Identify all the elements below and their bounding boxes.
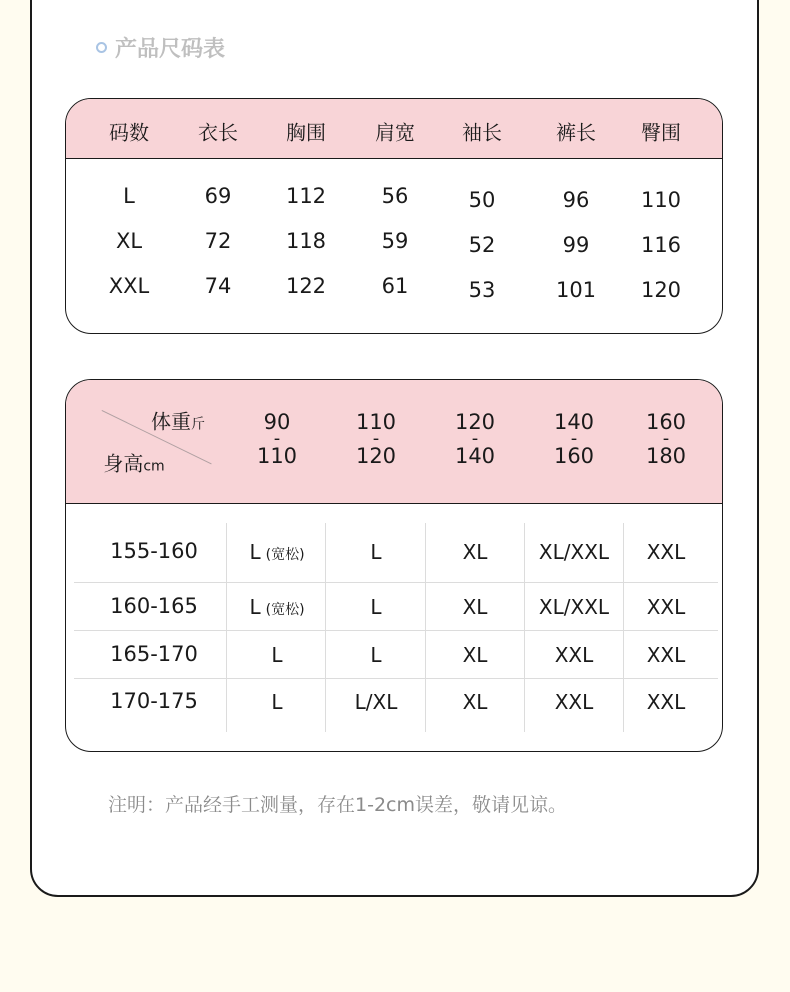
fit-size-value: XL: [462, 595, 488, 619]
fit-size-value: XXL: [646, 643, 686, 667]
column-divider: [623, 523, 624, 732]
size-table-cell: 112: [285, 184, 327, 208]
size-table-cell: 72: [204, 229, 232, 253]
size-table-cell: XXL: [108, 274, 150, 298]
column-divider: [226, 523, 227, 732]
fit-size-cell: [647, 540, 686, 564]
weight-range-to: 180: [645, 444, 687, 468]
size-table-cell: 120: [640, 278, 682, 302]
size-column-header: 肩宽: [375, 120, 415, 145]
size-table-cell: 118: [285, 229, 327, 253]
weight-range-to: 160: [553, 444, 595, 468]
weight-range-header: [257, 412, 297, 466]
size-table-cell: 61: [381, 274, 409, 298]
fit-size-note: (宽松): [265, 547, 305, 563]
fit-size-cell: [370, 595, 381, 619]
size-column-header: 袖长: [462, 120, 502, 145]
weight-range-from: 140: [553, 410, 595, 434]
fit-size-value: XXL: [554, 690, 594, 714]
size-table-cell: 56: [381, 184, 409, 208]
fit-size-value: XL: [462, 690, 488, 714]
fit-size-cell: [463, 540, 488, 564]
size-table-cell: 99: [562, 233, 590, 257]
bullet-dot-icon: [96, 42, 107, 53]
size-table-cell: 74: [204, 274, 232, 298]
weight-unit: 斤: [191, 416, 205, 433]
height-range-cell: 155-160: [110, 539, 198, 563]
weight-range-to: 140: [454, 444, 496, 468]
weight-range-header: [646, 412, 686, 466]
weight-range-separator: -: [662, 428, 670, 449]
size-table-cell: L: [123, 184, 135, 208]
fit-size-cell: [555, 643, 594, 667]
section-title-text: 产品尺码表: [115, 37, 226, 62]
height-unit: cm: [143, 458, 165, 475]
fit-size-note: (宽松): [265, 602, 305, 618]
fit-size-value: XXL: [646, 540, 686, 564]
fit-size-value: L: [370, 595, 382, 619]
weight-range-header: [356, 412, 396, 466]
weight-range-to: 120: [355, 444, 397, 468]
fit-size-value: XXL: [554, 643, 594, 667]
height-range-cell: 160-165: [110, 594, 198, 618]
fit-size-cell: [249, 540, 304, 564]
column-divider: [524, 523, 525, 732]
size-table-cell: 101: [555, 278, 597, 302]
fit-size-cell: [249, 595, 304, 619]
size-table-cell: 122: [285, 274, 327, 298]
fit-size-cell: [271, 643, 282, 667]
fit-size-value: XL: [462, 643, 488, 667]
size-table-cell: 53: [468, 278, 496, 302]
column-divider: [425, 523, 426, 732]
weight-range-to: 110: [256, 444, 298, 468]
fit-size-value: L: [249, 540, 261, 564]
size-column-header: 胸围: [286, 120, 326, 145]
weight-range-from: 90: [263, 410, 291, 434]
size-table-cell: 116: [640, 233, 682, 257]
fit-size-value: XXL: [646, 690, 686, 714]
height-range-cell: 170-175: [110, 689, 198, 713]
size-table-cell: 59: [381, 229, 409, 253]
weight-range-header: [554, 412, 594, 466]
size-table-cell: 69: [204, 184, 232, 208]
height-range-cell: 165-170: [110, 642, 198, 666]
fit-size-value: L: [370, 643, 382, 667]
weight-range-header: [455, 412, 495, 466]
weight-range-from: 120: [454, 410, 496, 434]
size-column-header: 裤长: [556, 120, 596, 145]
fit-size-value: L: [249, 595, 261, 619]
size-column-header: 臀围: [641, 120, 681, 145]
fit-size-value: L: [271, 690, 283, 714]
fit-size-cell: [355, 690, 398, 714]
size-table-cell: 50: [468, 188, 496, 212]
fit-size-value: XL/XXL: [538, 540, 610, 564]
fit-size-cell: [647, 595, 686, 619]
fit-size-cell: [539, 540, 609, 564]
height-header: [103, 448, 164, 477]
size-column-header: 衣长: [198, 120, 238, 145]
fit-size-cell: [647, 643, 686, 667]
fit-size-cell: [463, 595, 488, 619]
fit-size-value: L: [271, 643, 283, 667]
height-label: 身高: [103, 451, 144, 476]
fit-size-value: L: [370, 540, 382, 564]
fit-size-cell: [370, 643, 381, 667]
size-table-cell: 52: [468, 233, 496, 257]
size-table-cell: 96: [562, 188, 590, 212]
row-divider: [74, 630, 718, 631]
column-divider: [325, 523, 326, 732]
fit-guide-table: [65, 379, 723, 752]
weight-range-from: 160: [645, 410, 687, 434]
section-title: [96, 32, 225, 63]
fit-size-value: L/XL: [354, 690, 398, 714]
weight-range-separator: -: [570, 428, 578, 449]
row-divider: [74, 582, 718, 583]
size-column-header: 码数: [109, 120, 149, 145]
fit-size-cell: [463, 643, 488, 667]
fit-size-cell: [271, 690, 282, 714]
weight-range-separator: -: [273, 428, 281, 449]
fit-size-cell: [370, 540, 381, 564]
weight-range-separator: -: [372, 428, 380, 449]
weight-range-separator: -: [471, 428, 479, 449]
size-table-cell: XL: [115, 229, 143, 253]
fit-size-value: XL: [462, 540, 488, 564]
fit-size-cell: [647, 690, 686, 714]
row-divider: [74, 678, 718, 679]
weight-label: 体重: [151, 409, 191, 434]
weight-header: [151, 406, 205, 435]
measurement-note: 注明：产品经手工测量，存在1-2cm误差，敬请见谅。: [108, 794, 567, 816]
fit-size-cell: [539, 595, 609, 619]
fit-size-cell: [463, 690, 488, 714]
size-measurement-table: [65, 98, 723, 334]
fit-size-value: XL/XXL: [538, 595, 610, 619]
fit-size-value: XXL: [646, 595, 686, 619]
size-table-cell: 110: [640, 188, 682, 212]
weight-range-from: 110: [355, 410, 397, 434]
fit-size-cell: [555, 690, 594, 714]
